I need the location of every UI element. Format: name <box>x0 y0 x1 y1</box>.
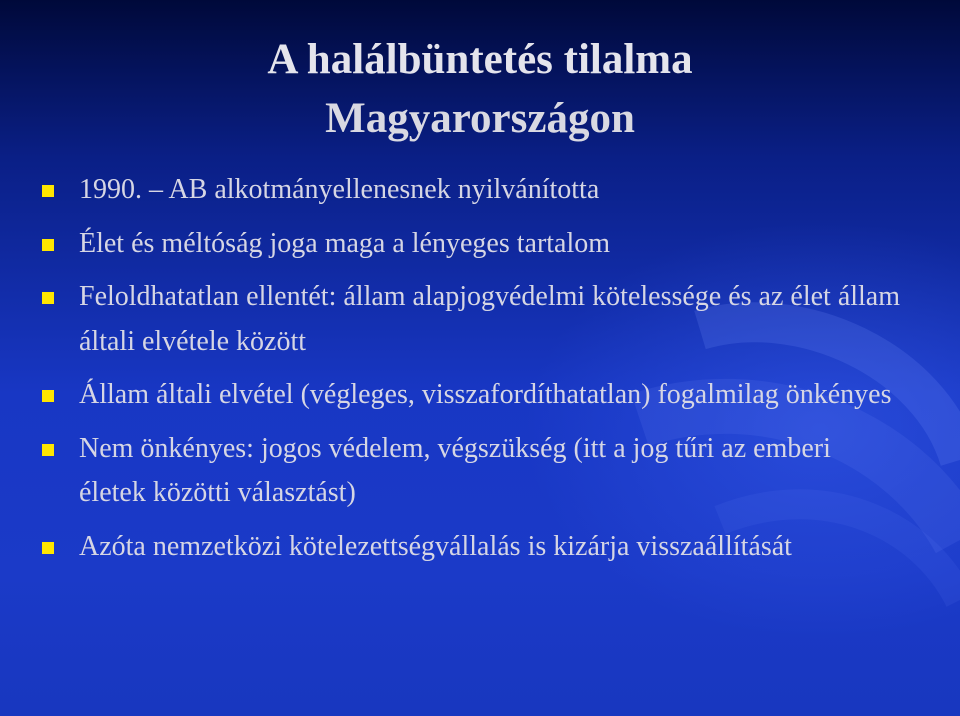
bullet-text: Állam általi elvétel (végleges, visszafordíthatatlan) fogalmilag önkényes <box>79 379 892 410</box>
title-line-1: A halálbüntetés tilalma <box>267 36 693 83</box>
bullet-item <box>0 275 960 364</box>
square-bullet-icon <box>42 239 54 251</box>
bullet-text: Élet és méltóság joga maga a lényeges tartalom <box>79 227 611 259</box>
bullet-text: 1990. – AB alkotmányellenesnek nyilvánította <box>79 174 600 205</box>
square-bullet-icon <box>42 292 54 304</box>
bullet-item <box>0 427 960 516</box>
bullet-item <box>0 373 960 418</box>
bullet-text: Azóta nemzetközi kötelezettségvállalás is kizárja visszaállítását <box>79 530 792 562</box>
square-bullet-icon <box>42 542 54 554</box>
title-line-2: Magyarországon <box>325 95 635 142</box>
bullet-text: Nem önkényes: jogos védelem, végszükség (itt a jog tűri az emberi életek közötti választást) <box>79 432 831 508</box>
square-bullet-icon <box>42 390 54 402</box>
bullet-item <box>0 168 960 213</box>
bullet-item <box>0 525 960 570</box>
square-bullet-icon <box>42 185 54 197</box>
bullet-text: Feloldhatatlan ellentét: állam alapjogvédelmi kötelessége és az élet állam általi elvétele között <box>79 281 901 357</box>
bullet-list <box>0 168 960 578</box>
bullet-item <box>0 222 960 267</box>
square-bullet-icon <box>42 444 54 456</box>
slide-title <box>170 30 790 148</box>
